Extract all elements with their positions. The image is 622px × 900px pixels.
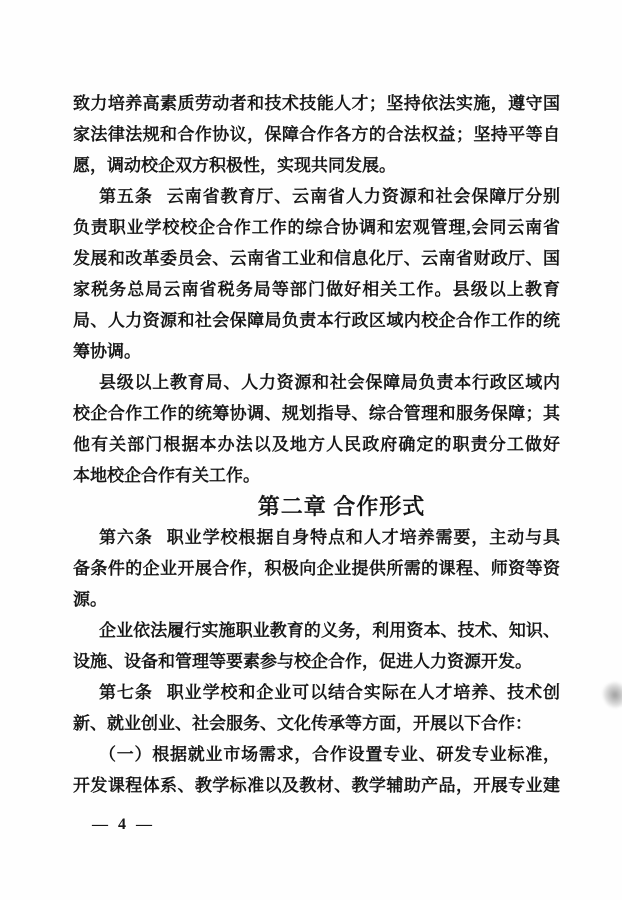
doc-line xyxy=(73,708,560,739)
doc-line xyxy=(73,367,560,398)
line-text: 致力培养高素质劳动者和技术技能人才；坚持依法实施，遵守国 xyxy=(73,94,560,113)
doc-line xyxy=(73,770,560,801)
line-text: 开发课程体系、教学标准以及教材、教学辅助产品，开展专业建 xyxy=(73,776,560,795)
doc-line xyxy=(73,677,560,708)
line-text: 设施、设备和管理等要素参与校企合作，促进人力资源开发。 xyxy=(73,652,532,671)
line-text: 局、人力资源和社会保障局负责本行政区域内校企合作工作的统 xyxy=(73,311,560,330)
doc-line xyxy=(73,150,560,181)
line-text: 家法律法规和合作协议，保障合作各方的合法权益；坚持平等自 xyxy=(73,125,560,144)
doc-line xyxy=(73,336,560,367)
line-text: 筹协调。 xyxy=(73,342,141,361)
doc-line xyxy=(73,398,560,429)
doc-line xyxy=(73,274,560,305)
doc-line xyxy=(73,429,560,460)
doc-line xyxy=(73,522,560,553)
line-text: 云南省教育厅、云南省人力资源和社会保障厅分别 xyxy=(166,187,560,206)
doc-line xyxy=(73,553,560,584)
line-text: 新、就业创业、社会服务、文化传承等方面，开展以下合作： xyxy=(73,714,532,733)
page-number: — 4 — xyxy=(92,816,155,833)
doc-line xyxy=(73,181,560,212)
doc-line xyxy=(73,739,560,770)
line-text: （一）根据就业市场需求，合作设置专业、研发专业标准， xyxy=(99,745,560,764)
line-text: 备条件的企业开展合作，积极向企业提供所需的课程、师资等资 xyxy=(73,559,560,578)
line-text: 职业学校和企业可以结合实际在人才培养、技术创 xyxy=(166,683,560,702)
doc-line xyxy=(73,119,560,150)
line-text: 县级以上教育局、人力资源和社会保障局负责本行政区域内 xyxy=(99,373,560,392)
doc-line xyxy=(73,615,560,646)
line-text: 企业依法履行实施职业教育的义务，利用资本、技术、知识、 xyxy=(99,621,560,640)
doc-line xyxy=(73,243,560,274)
line-text: 发展和改革委员会、云南省工业和信息化厅、云南省财政厅、国 xyxy=(73,249,560,268)
article-number: 第七条 xyxy=(99,683,153,702)
doc-line xyxy=(73,646,560,677)
doc-line xyxy=(73,305,560,336)
line-text: 源。 xyxy=(73,590,107,609)
line-text: 他有关部门根据本办法以及地方人民政府确定的职责分工做好 xyxy=(73,435,560,454)
doc-line xyxy=(73,460,560,491)
scan-smudge xyxy=(599,678,622,712)
line-text: 本地校企合作有关工作。 xyxy=(73,466,260,485)
article-number: 第五条 xyxy=(99,187,153,206)
line-text: 校企合作工作的统筹协调、规划指导、综合管理和服务保障；其 xyxy=(73,404,560,423)
chapter-heading: 第二章 合作形式 xyxy=(257,494,426,519)
line-text: 负责职业学校校企合作工作的综合协调和宏观管理,会同云南省 xyxy=(73,218,560,237)
article-number: 第六条 xyxy=(99,528,153,547)
doc-line xyxy=(73,584,560,615)
document-text-block xyxy=(73,88,560,801)
doc-line xyxy=(73,212,560,243)
doc-line xyxy=(73,88,560,119)
line-text: 职业学校根据自身特点和人才培养需要，主动与具 xyxy=(166,528,560,547)
line-text: 愿，调动校企双方积极性，实现共同发展。 xyxy=(73,156,396,175)
line-text: 家税务总局云南省税务局等部门做好相关工作。县级以上教育 xyxy=(73,280,560,299)
